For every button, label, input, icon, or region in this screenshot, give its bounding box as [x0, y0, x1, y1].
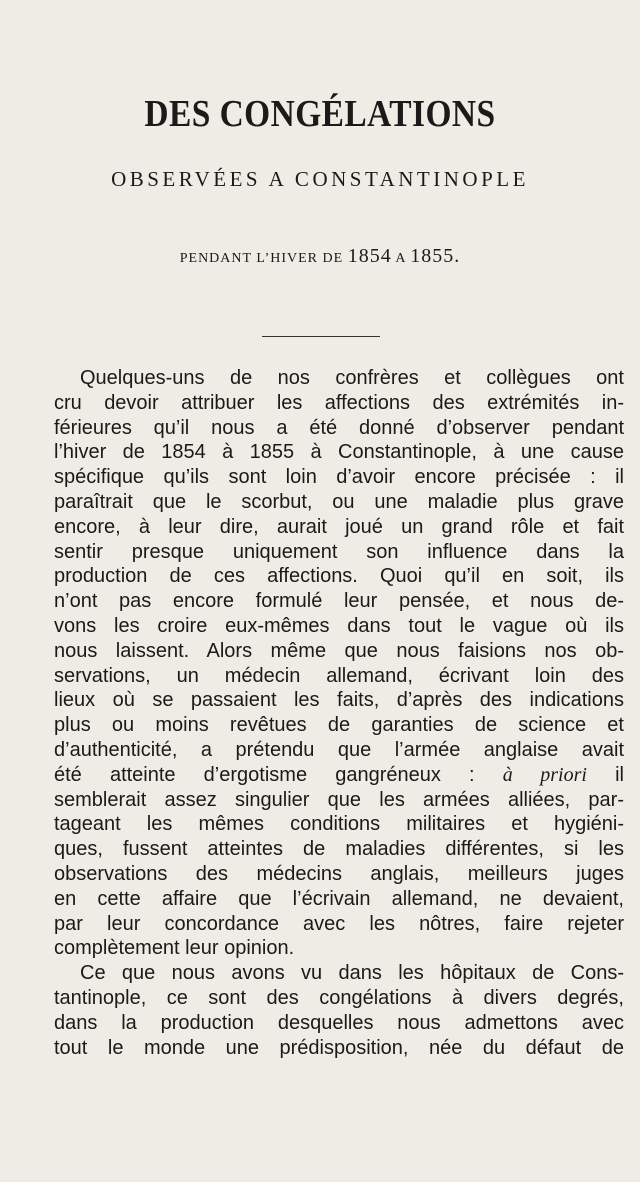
body-text — [54, 366, 624, 1060]
period-conjunction: A — [395, 251, 406, 266]
section-divider — [262, 336, 380, 337]
text-line-with-italic — [54, 763, 624, 788]
text-line: ques, fussent atteintes de maladies différentes, si les — [54, 838, 624, 861]
text-line: tout le monde une prédisposition, née du défaut de — [54, 1036, 624, 1059]
text-line: tantinople, ce sont des congélations à divers degrés, — [54, 986, 624, 1009]
text-line: nous laissent. Alors même que nous faisions nos ob- — [54, 639, 624, 662]
text-line: l’hiver de 1854 à 1855 à Constantinople, à une cause — [54, 441, 624, 464]
text-line: complètement leur opinion. — [54, 937, 295, 960]
text-segment: il — [615, 763, 624, 786]
text-segment: été atteinte d’ergotisme gangréneux : — [54, 763, 475, 786]
period-line — [0, 245, 640, 268]
text-line: par leur concordance avec les nôtres, faire rejeter — [54, 912, 624, 935]
text-line: dans la production desquelles nous admettons avec — [54, 1011, 624, 1034]
page-subtitle: OBSERVÉES A CONSTANTINOPLE — [111, 167, 529, 191]
text-line: production de ces affections. Quoi qu’il en soit, ils — [54, 565, 624, 588]
text-line: en cette affaire que l’écrivain allemand, ne devaient, — [54, 887, 624, 910]
page-title: DES CONGÉLATIONS — [144, 93, 496, 135]
text-line: vons les croire eux-mêmes dans tout le vague où ils — [54, 614, 624, 637]
text-line: sentir presque uniquement son influence dans la — [54, 540, 624, 563]
text-line: encore, à leur dire, aurait joué un grand rôle et fait — [54, 515, 624, 538]
text-line: d’authenticité, a prétendu que l’armée anglaise avait — [54, 738, 624, 761]
text-line: servations, un médecin allemand, écrivant loin des — [54, 664, 624, 687]
year-end: 1855. — [410, 245, 461, 267]
text-line: observations des médecins anglais, meilleurs juges — [54, 862, 624, 885]
text-line: Quelques-uns de nos confrères et collègues ont — [80, 367, 624, 389]
text-line: paraîtrait que le scorbut, ou une maladie plus grave — [54, 490, 624, 513]
text-line: tageant les mêmes conditions militaires et hygiéni- — [54, 813, 624, 836]
text-line: lieux où se passaient les faits, d’après des indications — [54, 689, 624, 712]
text-line: semblerait assez singulier que les armées alliées, par- — [54, 788, 624, 811]
italic-phrase: à priori — [502, 763, 587, 786]
year-start: 1854 — [347, 245, 392, 267]
text-line: plus ou moins revêtues de garanties de science et — [54, 714, 624, 737]
text-line: cru devoir attribuer les affections des extrémités in- — [54, 391, 624, 414]
text-line: Ce que nous avons vu dans les hôpitaux de Cons- — [80, 962, 624, 985]
period-prefix: PENDANT L’HIVER DE — [179, 251, 344, 266]
text-line: spécifique qu’ils sont loin d’avoir encore précisée : il — [54, 466, 624, 489]
text-line: férieures qu’il nous a été donné d’observer pendant — [54, 416, 624, 439]
text-line: n’ont pas encore formulé leur pensée, et nous de- — [54, 590, 624, 613]
